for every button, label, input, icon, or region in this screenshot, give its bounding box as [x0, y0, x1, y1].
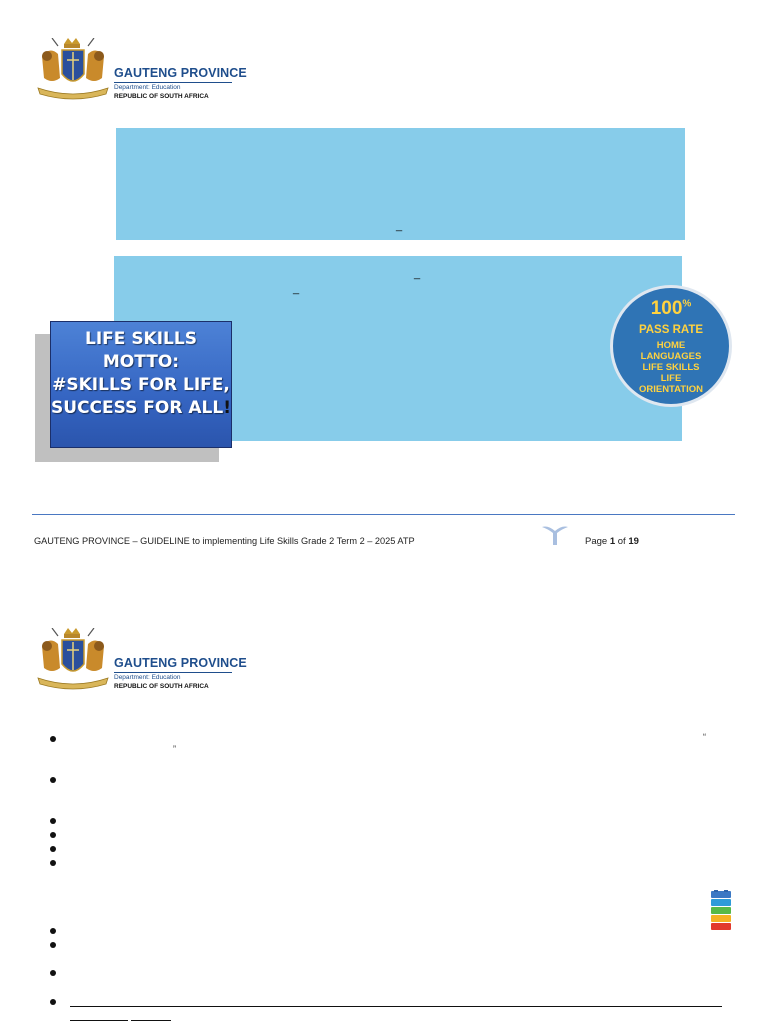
pass-rate-percent [613, 298, 729, 320]
logo-divider [114, 82, 232, 83]
building-blocks-icon [710, 890, 732, 932]
close-quote: ” [173, 744, 176, 754]
motto-line: #SKILLS FOR LIFE, [52, 375, 230, 395]
percent-sign: % [682, 298, 692, 310]
page-total: 19 [628, 536, 639, 547]
percent-value: 100 [650, 298, 683, 319]
motto-line: LIFE SKILLS [85, 329, 197, 349]
underline-rule [70, 1006, 722, 1007]
motto-exclamation: ! [223, 398, 231, 418]
dash-mark: _ [396, 220, 403, 232]
bullet-point [50, 928, 56, 934]
subject-line: LANGUAGES [640, 351, 702, 362]
underline-rule-short [70, 1020, 128, 1021]
bullet-point [50, 942, 56, 948]
republic-name: REPUBLIC OF SOUTH AFRICA [114, 93, 209, 100]
motto-line-last [51, 397, 231, 420]
subject-line: LIFE [660, 373, 682, 384]
bullet-point [50, 846, 56, 852]
subject-line: HOME [656, 340, 686, 351]
bullet-point [50, 999, 56, 1005]
cover-banner-top [116, 128, 685, 240]
department-name: Department: Education [114, 84, 181, 91]
dash-mark: _ [293, 283, 300, 295]
footer-ornament-icon [540, 523, 570, 547]
province-name: GAUTENG PROVINCE [114, 656, 247, 670]
bullet-point [50, 777, 56, 783]
page-number [585, 536, 639, 547]
department-name: Department: Education [114, 674, 181, 681]
bullet-point [50, 736, 56, 742]
republic-name: REPUBLIC OF SOUTH AFRICA [114, 683, 209, 690]
subject-line: ORIENTATION [638, 384, 704, 395]
bullet-point [50, 818, 56, 824]
pass-rate-title: PASS RATE [638, 324, 704, 336]
bullet-point [50, 970, 56, 976]
pass-rate-badge [610, 285, 732, 407]
life-skills-motto [50, 321, 232, 448]
coat-of-arms-icon [34, 38, 112, 100]
dash-mark: _ [414, 268, 421, 280]
page-label: Page [585, 536, 608, 547]
gauteng-logo [34, 38, 247, 110]
motto-line-text: SUCCESS FOR ALL [51, 398, 224, 418]
gauteng-logo [34, 628, 247, 700]
page-current: 1 [609, 536, 616, 547]
subject-line: LIFE SKILLS [642, 362, 700, 373]
page-of: of [617, 536, 626, 547]
motto-line: MOTTO: [102, 352, 180, 372]
underline-rule-short [131, 1020, 171, 1021]
open-quote: “ [703, 732, 706, 742]
bullet-point [50, 860, 56, 866]
footer-title: GAUTENG PROVINCE – GUIDELINE to implementing Life Skills Grade 2 Term 2 – 2025 ATP [34, 536, 415, 546]
pass-rate-subjects [613, 340, 729, 395]
footer-divider [32, 514, 735, 515]
coat-of-arms-icon [34, 628, 112, 690]
logo-divider [114, 672, 232, 673]
province-name: GAUTENG PROVINCE [114, 66, 247, 80]
bullet-point [50, 832, 56, 838]
